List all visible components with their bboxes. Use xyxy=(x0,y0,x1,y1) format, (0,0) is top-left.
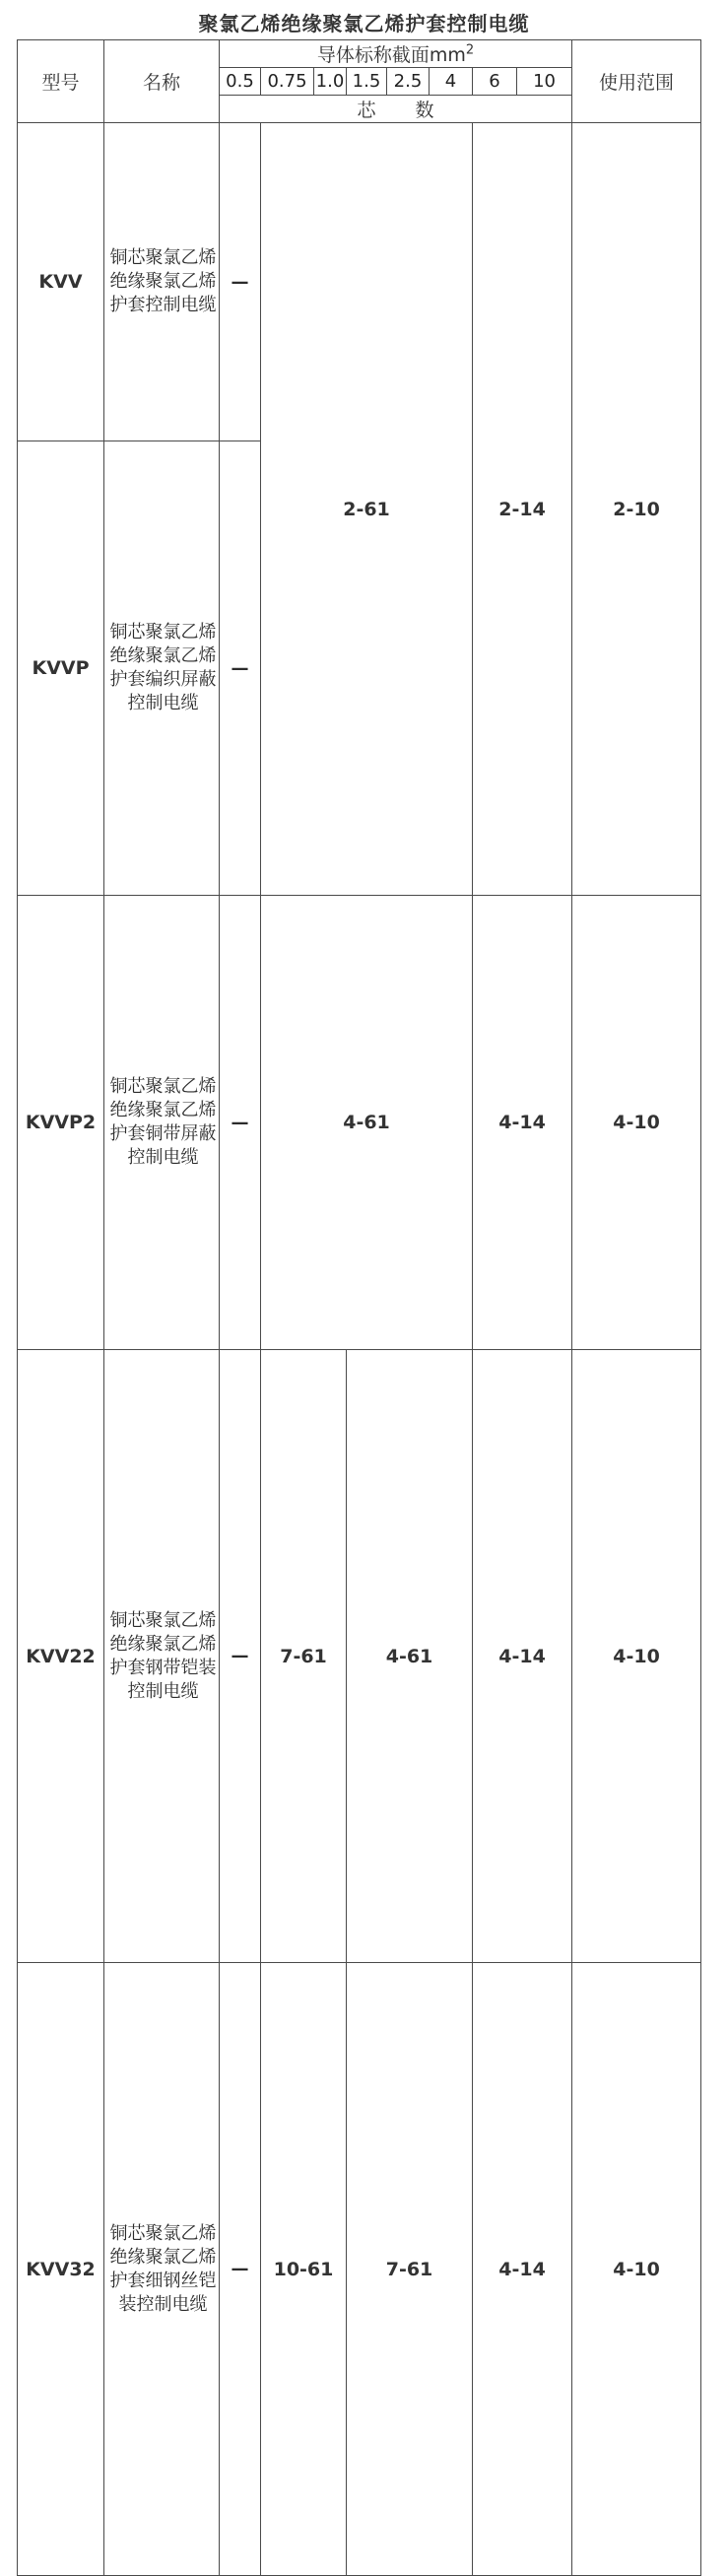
size-header: 2.5 xyxy=(387,68,430,96)
value-cell: 4-10 xyxy=(572,1963,701,2576)
size-header: 10 xyxy=(517,68,572,96)
value-cell: 7-61 xyxy=(261,1350,347,1963)
value-cell: 4-14 xyxy=(473,896,572,1350)
value-cell: 4-14 xyxy=(473,1350,572,1963)
name-cell: 铜芯聚氯乙烯绝缘聚氯乙烯护套钢带铠装控制电缆 xyxy=(104,1350,220,1963)
value-cell: 4-61 xyxy=(261,896,473,1350)
value-cell: 2-10 xyxy=(572,123,701,896)
dash-cell: — xyxy=(220,441,261,896)
model-cell: KVV22 xyxy=(18,1350,104,1963)
value-cell: 4-14 xyxy=(473,1963,572,2576)
table-title: 聚氯乙烯绝缘聚氯乙烯护套控制电缆 xyxy=(198,12,530,35)
model-cell: KVVP xyxy=(18,441,104,896)
dash-cell: — xyxy=(220,1963,261,2576)
value-cell: 10-61 xyxy=(261,1963,347,2576)
header-cores: 芯数 xyxy=(220,96,572,123)
name-cell: 铜芯聚氯乙烯绝缘聚氯乙烯护套控制电缆 xyxy=(104,123,220,441)
model-cell: KVV32 xyxy=(18,1963,104,2576)
size-header: 0.75 xyxy=(261,68,314,96)
size-header: 0.5 xyxy=(220,68,261,96)
value-cell: 4-10 xyxy=(572,896,701,1350)
value-cell: 2-14 xyxy=(473,123,572,896)
dash-cell: — xyxy=(220,123,261,441)
name-cell: 铜芯聚氯乙烯绝缘聚氯乙烯护套编织屏蔽控制电缆 xyxy=(104,441,220,896)
size-header: 1.0 xyxy=(314,68,347,96)
value-cell: 4-10 xyxy=(572,1350,701,1963)
model-cell: KVV xyxy=(18,123,104,441)
size-header: 4 xyxy=(430,68,473,96)
value-cell: 7-61 xyxy=(347,1963,473,2576)
size-header: 6 xyxy=(473,68,517,96)
value-cell: 2-61 xyxy=(261,123,473,896)
header-section xyxy=(220,40,572,68)
header-section-sup: 2 xyxy=(465,42,475,58)
name-cell: 铜芯聚氯乙烯绝缘聚氯乙烯护套细钢丝铠装控制电缆 xyxy=(104,1963,220,2576)
name-cell: 铜芯聚氯乙烯绝缘聚氯乙烯护套铜带屏蔽控制电缆 xyxy=(104,896,220,1350)
model-cell: KVVP2 xyxy=(18,896,104,1350)
value-cell: 4-61 xyxy=(347,1350,473,1963)
cable-spec-table xyxy=(17,39,701,2576)
dash-cell: — xyxy=(220,896,261,1350)
header-section-label: 导体标称截面mm xyxy=(316,44,466,66)
dash-cell: — xyxy=(220,1350,261,1963)
size-header: 1.5 xyxy=(347,68,387,96)
header-name: 名称 xyxy=(104,40,220,123)
header-model: 型号 xyxy=(18,40,104,123)
header-usage: 使用范围 xyxy=(572,40,701,123)
